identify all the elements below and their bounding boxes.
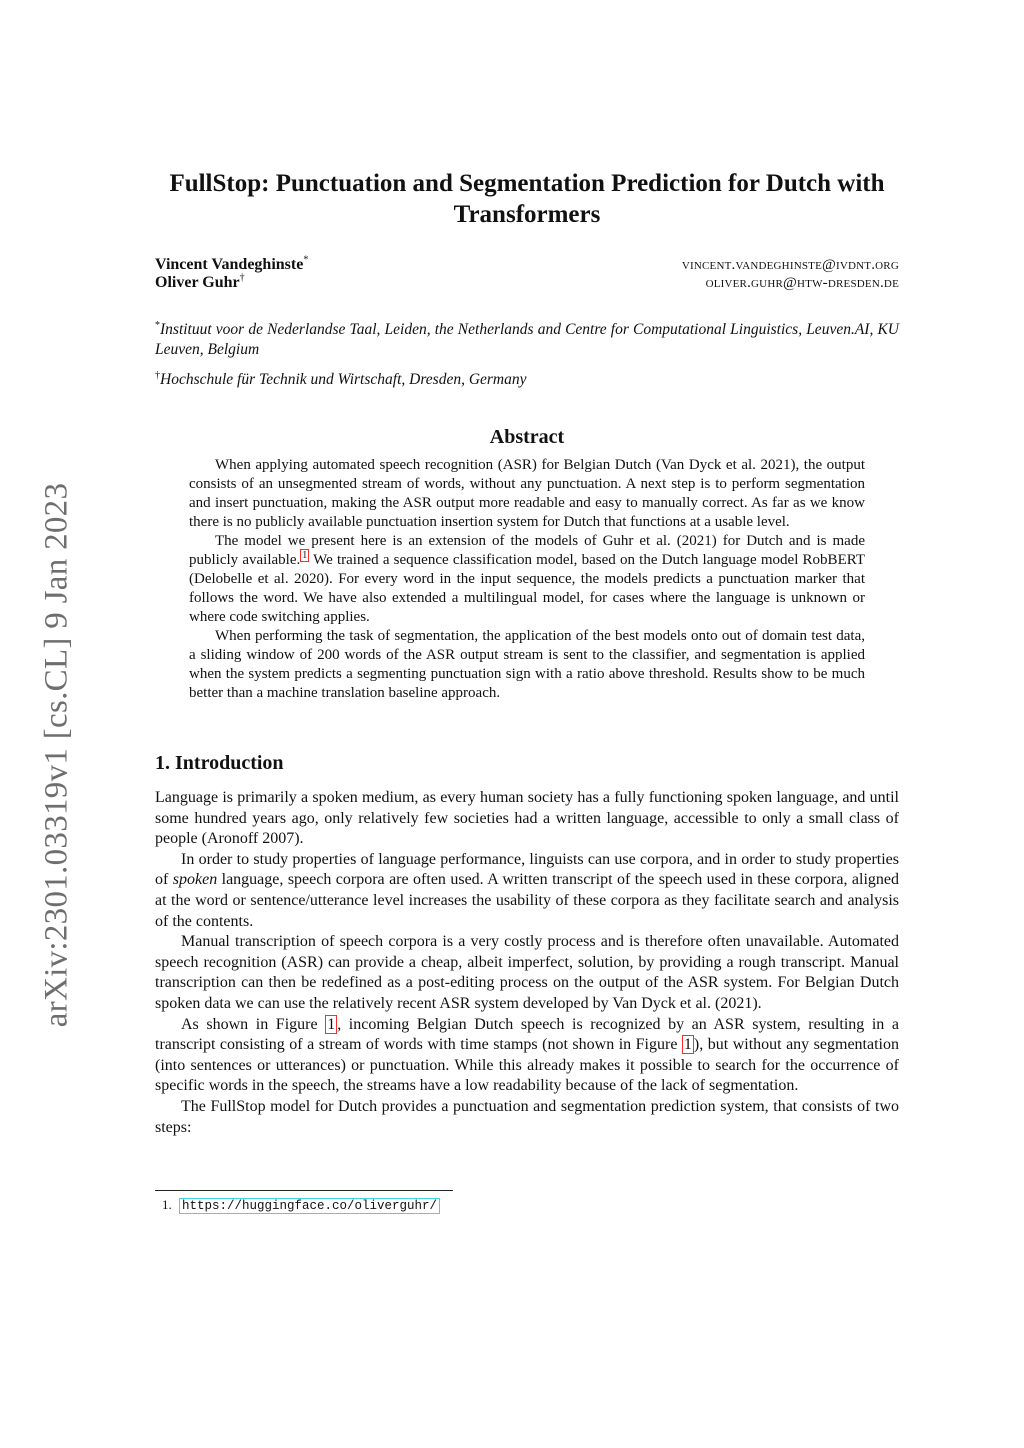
author-email[interactable]: vincent.vandeghinste@ivdnt.org — [681, 257, 899, 273]
footnote — [162, 1197, 440, 1213]
author-name: Oliver Guhr† — [155, 272, 245, 291]
arxiv-sidebar-stamp — [38, 470, 75, 1040]
footnote-url-link[interactable]: https://huggingface.co/oliverguhr/ — [179, 1198, 440, 1214]
abstract-paragraph: The model we present here is an extension of the models of Guhr et al. (2021) for Dutch and is made publicly available. $^1$ We trained a sequence classification model, based on the Dutch language model RobBERT (Delobelle et al. 2020). For every word in the input sequence, the models predicts a punctuation marker that follows the word. We have also extended a multilingual model, for cases where the language is unknown or where code switching applies. — [189, 533, 865, 625]
footnote-number: 1. — [162, 1197, 172, 1212]
abstract-paragraph: When performing the task of segmentation, the application of the best models onto out of domain test data, a sliding window of 200 words of the ASR output stream is sent to the classifier, and segmentation is applied when the system predicts a segmenting punctuation sign with a ratio above threshold. Results show to be much better than a machine translation baseline approach. — [189, 628, 865, 701]
abstract-heading: Abstract — [489, 426, 565, 448]
arxiv-identifier: arXiv:2301.03319v1 [cs.CL] 9 Jan 2023 — [38, 482, 75, 1028]
paper-title: FullStop: Punctuation and Segmentation Prediction for Dutch with Transformers — [169, 170, 885, 228]
author-name: Vincent Vandeghinste* — [155, 254, 309, 273]
body-paragraph: Manual transcription of speech corpora is a very costly process and is therefore often unavailable. Automated speech recognition (ASR) can provide a cheap, albeit imperfect, solution, by providing a rough transcript. Manual transcription can then be redefined as a post-editing process on the output of the ASR system. For Belgian Dutch spoken data we can use the relatively recent ASR system developed by Van Dyck et al. (2021). — [155, 933, 899, 1012]
abstract-body — [189, 456, 865, 703]
footnote-ref-link[interactable]: 1 — [302, 550, 308, 561]
affiliation: *Instituut voor de Nederlandse Taal, Leiden, the Netherlands and Centre for Computational Linguistics, Leuven.AI, KU Leuven, Belgium — [155, 319, 899, 358]
body-paragraph: The FullStop model for Dutch provides a punctuation and segmentation prediction system, that consists of two steps: — [155, 1097, 899, 1136]
body-paragraph: As shown in Figure 1 , incoming Belgian Dutch speech is recognized by an ASR system, resulting in a transcript consisting of a stream of words with time stamps (not shown in Figure 1 ), but without any segmentation (into sentences or utterances) or punctuation. While this already makes it possible to search for the occurrence of specific words in the speech, the streams have a low readability because of the lack of segmentation. — [155, 1015, 900, 1095]
body-paragraph: In order to study properties of language performance, linguists can use corpora, and in order to study properties of spoken language, speech corpora are often used. A written transcript of the speech used in these corpora, aligned at the word or sentence/utterance level increases the usability of these corpora as they facilitate search and analysis of the contents. — [155, 850, 899, 930]
affiliation: †Hochschule für Technik und Wirtschaft, Dresden, Germany — [155, 369, 527, 388]
figure-ref-link[interactable]: 1 — [327, 1015, 336, 1033]
introduction-body — [155, 788, 899, 1138]
section-heading-introduction: 1. Introduction — [155, 752, 284, 774]
figure-ref-link[interactable]: 1 — [683, 1036, 692, 1054]
abstract-paragraph: When applying automated speech recognition (ASR) for Belgian Dutch (Van Dyck et al. 2021), the output consists of an unsegmented stream of words, without any punctuation. A next step is to perform segmentation and insert punctuation, making the ASR output more readable and easy to manually correct. As far as we know there is no publicly available punctuation insertion system for Dutch that functions at a usable level. — [189, 457, 865, 530]
author-row — [155, 256, 899, 274]
author-row — [155, 274, 899, 292]
author-email[interactable]: oliver.guhr@htw-dresden.de — [705, 275, 899, 291]
author-block — [155, 256, 899, 292]
footnote-divider — [155, 1190, 453, 1191]
body-paragraph: Language is primarily a spoken medium, as every human society has a fully functioning spoken language, and until some hundred years ago, only relatively few societies had a written language, accessible to only a small class of people (Aronoff 2007). — [155, 789, 899, 848]
